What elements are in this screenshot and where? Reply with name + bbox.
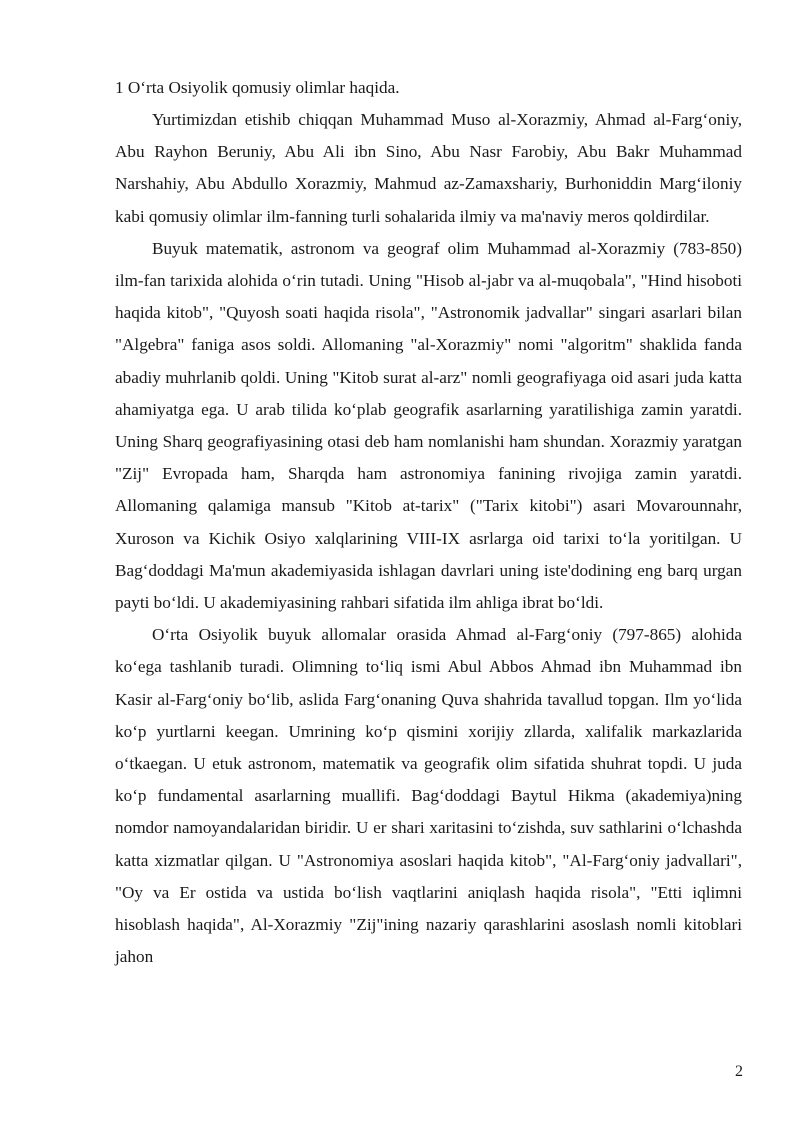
document-page bbox=[115, 72, 742, 973]
paragraph-intro: Yurtimizdan etishib chiqqan Muhammad Muso al-Xorazmiy, Ahmad al-Farg‘oniy, Abu Rayhon Beruniy, Abu Ali ibn Sino, Abu Nasr Farobiy, Abu Bakr Muhammad Narshahiy, Abu Abdullo Xorazmiy, Mahmud az-Zamaxshariy, Burhoniddin Marg‘iloniy kabi qomusiy olimlar ilm-fanning turli sohalarida ilmiy va ma'naviy meros qoldirdilar. bbox=[115, 110, 742, 226]
paragraph-xorazmiy: Buyuk matematik, astronom va geograf olim Muhammad al-Xorazmiy (783-850) ilm-fan tarixida alohida o‘rin tutadi. Uning "Hisob al-jabr va al-muqobala", "Hind hisoboti haqida kitob", "Quyosh soati haqida risola", "Astronomik jadvallar" singari asarlari bilan "Algebra" faniga asos soldi. Allomaning "al-Xorazmiy" nomi "algoritm" shaklida fanda abadiy muhrlanib qoldi. Uning "Kitob surat al-arz" nomli geografiyaga oid asari juda katta ahamiyatga ega. U arab tilida ko‘plab geografik asarlarning yaratilishiga zamin yaratdi. Uning Sharq geografiyasining otasi deb ham nomlanishi ham shundan. Xorazmiy yaratgan "Zij" Evropada ham, Sharqda ham astronomiya fanining rivojiga zamin yaratdi. Allomaning qalamiga mansub "Kitob at-tarix" ("Tarix kitobi") asari Movarounnahr, Xuroson va Kichik Osiyo xalqlarining VIII-IX asrlarga oid tarixi to‘la yoritilgan. U Bag‘doddagi Ma'mun akademiyasida ishlagan davrlari uning iste'dodining eng barq urgan payti bo‘ldi. U akademiyasining rahbari sifatida ilm ahliga ibrat bo‘ldi. bbox=[115, 238, 742, 613]
page-number: 2 bbox=[735, 1063, 743, 1080]
paragraph-farghoniy: O‘rta Osiyolik buyuk allomalar orasida Ahmad al-Farg‘oniy (797-865) alohida ko‘ega tashlanib turadi. Olimning to‘liq ismi Abul Abbos Ahmad ibn Muhammad ibn Kasir al-Farg‘oniy bo‘lib, aslida Farg‘onaning Quva shahrida tavallud topgan. Ilm yo‘lida ko‘p yurtlarni keegan. Umrining ko‘p qismini xorijiy zllarda, xalifalik markazlarida o‘tkaegan. U etuk astronom, matematik va geografik olim sifatida shuhrat topdi. U juda ko‘p fundamental asarlarning muallifi. Bag‘doddagi Baytul Hikma (akademiya)ning nomdor namoyandalaridan biridir. U er shari xaritasini to‘zishda, suv sathlarini o‘lchashda katta xizmatlar qilgan. U "Astronomiya asoslari haqida kitob", "Al-Farg‘oniy jadvallari", "Oy va Er ostida va ustida bo‘lish vaqtlarini aniqlash haqida risola", "Etti iqlimni hisoblash haqida", Al-Xorazmiy "Zij"ining nazariy qarashlarini asoslash nomli kitoblari jahon bbox=[115, 625, 742, 967]
section-heading: 1 O‘rta Osiyolik qomusiy olimlar haqida. bbox=[115, 78, 400, 97]
